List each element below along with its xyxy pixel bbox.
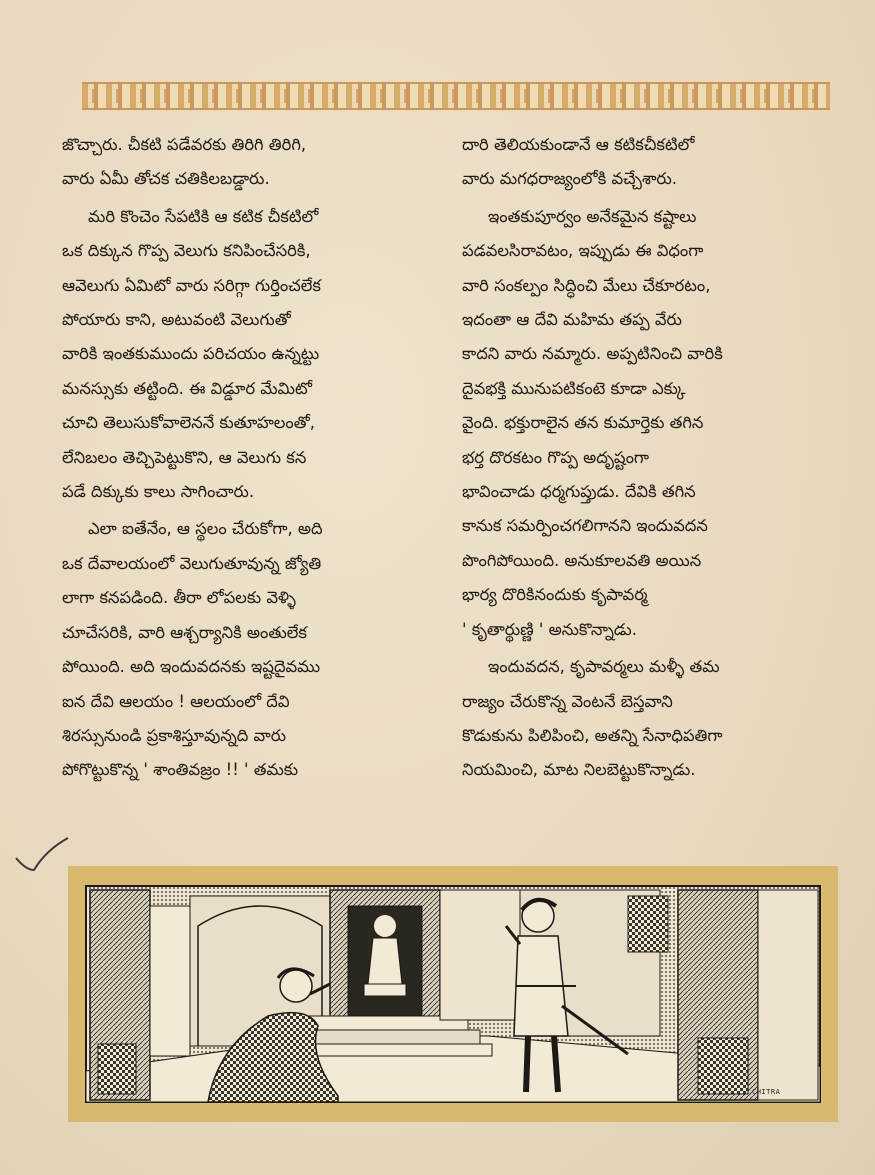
text-line: భర్త దొరకటం గొప్ప అదృష్టంగా	[462, 447, 650, 467]
text-line: పోయింది. అది ఇందువదనకు ఇష్టదైవము	[62, 657, 321, 677]
left-text-column	[62, 128, 432, 788]
decorative-border-band	[82, 82, 830, 110]
text-line: లాగా కనపడింది. తీరా లోపలకు వెళ్ళి	[62, 588, 296, 608]
text-line: ఆవెలుగు ఏమిటో వారు సరిగ్గా గుర్తించలేక	[62, 275, 321, 295]
text-line: పోగొట్టుకొన్న ' శాంతివజ్రం !! ' తమకు	[62, 760, 299, 780]
text-line: ఇదంతా ఆ దేవి మహిమ తప్ప వేరు	[462, 310, 682, 330]
text-line: వారు మగధరాజ్యంలోకి వచ్చేశారు.	[462, 169, 678, 189]
right-text-column	[462, 128, 832, 788]
text-line: ఇంతకుపూర్వం అనేకమైన కష్టాలు	[488, 206, 697, 226]
text-line: వారు ఏమీ తోచక చతికిలబడ్డారు.	[62, 169, 270, 189]
text-line: కాదని వారు నమ్మారు. అప్పటినించి వారికి	[462, 344, 723, 364]
text-line: వారి సంకల్పం సిద్ధించి మేలు చేకూరటం,	[462, 275, 711, 295]
text-line: భావించాడు ధర్మగుప్తుడు. దేవికి తగిన	[462, 482, 696, 502]
text-line: పొంగిపోయింది. అనుకూలవతి అయిన	[462, 550, 702, 570]
text-line: నియమించి, మాట నిలబెట్టుకొన్నాడు.	[462, 760, 696, 780]
text-line: శిరస్సునుండి ప్రకాశిస్తూవున్నది వారు	[62, 725, 287, 745]
text-line: కొడుకును పిలిపించి, అతన్ని సేనాధిపతిగా	[462, 725, 723, 745]
text-line: పడవలసిరావటం, ఇప్పుడు ఈ విధంగా	[462, 241, 704, 261]
text-line: దైవభక్తి మునుపటికంటె కూడా ఎక్కు	[462, 378, 686, 398]
text-line: కానుక సమర్పించగలిగానని ఇందువదన	[462, 516, 708, 536]
text-line: ఐన దేవి ఆలయం ! ఆలయంలో దేవి	[62, 691, 290, 711]
text-line: ఎలా ఐతేనేం, ఆ స్థలం చేరుకోగా, అది	[88, 519, 323, 539]
text-line: మనస్సుకు తట్టింది. ఈ విడ్డూర మేమిటో	[62, 378, 312, 398]
text-line: చూచేసరికి, వారి ఆశ్చర్యానికి అంతులేక	[62, 622, 307, 642]
text-line: జొచ్చారు. చీకటి పడేవరకు తిరిగి తిరిగి,	[62, 135, 307, 154]
pen-tick-mark	[12, 820, 72, 880]
text-line: మరి కొంచెం సేపటికి ఆ కటిక చీకటిలో	[88, 206, 319, 226]
text-line: ఇందువదన, కృపావర్మలు మళ్ళీ తమ	[488, 657, 720, 677]
temple-scene-drawing	[68, 866, 838, 1122]
text-line: లేనిబలం తెచ్చిపెట్టుకొని, ఆ వెలుగు కన	[62, 447, 307, 467]
text-line: ఒక దిక్కున గొప్ప వెలుగు కనిపించేసరికి,	[62, 241, 311, 261]
text-line: చూచి తెలుసుకోవాలెననే కుతూహలంతో,	[62, 413, 315, 433]
text-line: వారికి ఇంతకుముందు పరిచయం ఉన్నట్టు	[62, 344, 320, 364]
text-line: పోయారు కాని, అటువంటి వెలుగుతో	[62, 310, 291, 330]
text-line: పడే దిక్కుకు కాలు సాగించారు.	[62, 482, 255, 502]
text-line: వైంది. భక్తురాలైన తన కుమార్తెకు తగిన	[462, 413, 704, 433]
text-line: ' కృతార్థుణ్ణి ' అనుకొన్నాడు.	[462, 619, 637, 639]
artist-signature: CHITRA	[752, 1088, 781, 1096]
text-line: భార్య దొరికినందుకు కృపావర్మ	[462, 585, 648, 605]
text-line: ఒక దేవాలయంలో వెలుగుతూవున్న జ్యోతి	[62, 553, 322, 573]
temple-illustration	[68, 866, 838, 1122]
text-line: దారి తెలియకుండానే ఆ కటికచీకటిలో	[462, 135, 695, 154]
text-line: రాజ్యం చేరుకొన్న వెంటనే బెస్తవాని	[462, 691, 673, 711]
